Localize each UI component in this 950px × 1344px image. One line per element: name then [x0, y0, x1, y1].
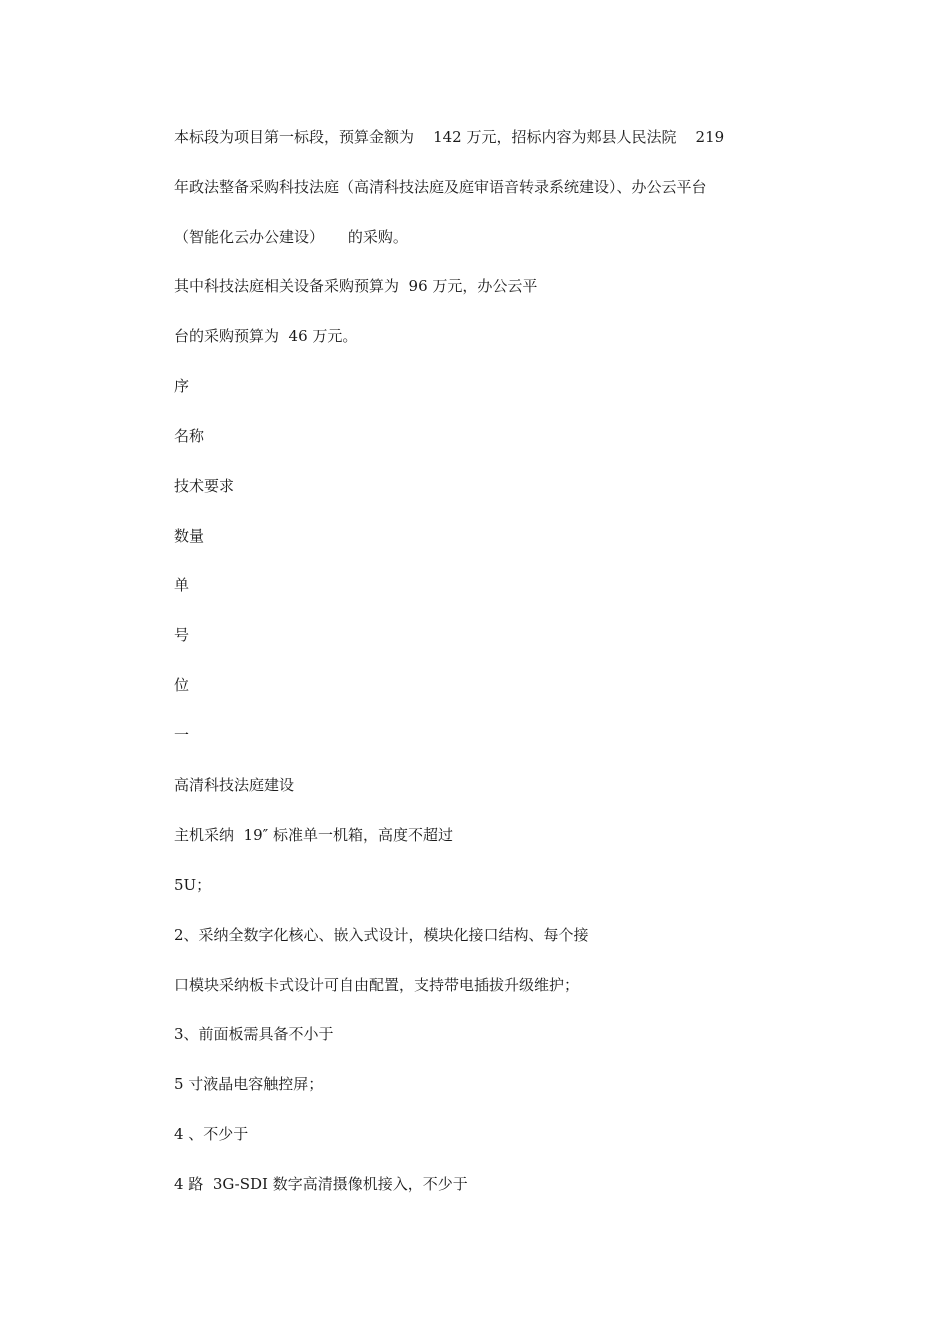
requirement-line-1: 主机采纳 19″ 标准单一机箱，高度不超过	[174, 826, 453, 844]
requirement-line-2: 5U；	[174, 876, 212, 894]
table-header-unit-part2: 位	[174, 676, 190, 694]
paragraph-line-2: 年政法整备采购科技法庭（高清科技法庭及庭审语音转录系统建设）、办公云平台	[174, 178, 707, 196]
paragraph-line-5: 台的采购预算为 46 万元。	[174, 327, 358, 345]
paragraph-line-4: 其中科技法庭相关设备采购预算为 96 万元，办公云平	[174, 277, 538, 295]
table-header-serial: 序	[174, 377, 190, 395]
table-header-unit-part1: 单	[174, 576, 190, 594]
requirement-line-7: 4 、不少于	[174, 1125, 249, 1143]
requirement-line-3: 2、采纳全数字化核心、嵌入式设计，模块化接口结构、每个接	[174, 926, 589, 944]
table-header-quantity: 数量	[174, 527, 205, 545]
table-header-name: 名称	[174, 427, 205, 445]
table-header-number-part2: 号	[174, 626, 190, 644]
section-title: 高清科技法庭建设	[174, 776, 295, 794]
paragraph-line-3: （智能化云办公建设） 的采购。	[174, 228, 408, 246]
section-number: 一	[174, 726, 190, 744]
requirement-line-8: 4 路 3G-SDI 数字高清摄像机接入，不少于	[174, 1175, 468, 1193]
requirement-line-6: 5 寸液晶电容触控屏；	[174, 1075, 324, 1093]
requirement-line-5: 3、前面板需具备不小于	[174, 1025, 334, 1043]
paragraph-line-1: 本标段为项目第一标段，预算金额为 142 万元，招标内容为郏县人民法院 219	[174, 128, 725, 146]
requirement-line-4: 口模块采纳板卡式设计可自由配置，支持带电插拔升级维护；	[174, 976, 580, 994]
table-header-tech-requirements: 技术要求	[174, 477, 235, 495]
